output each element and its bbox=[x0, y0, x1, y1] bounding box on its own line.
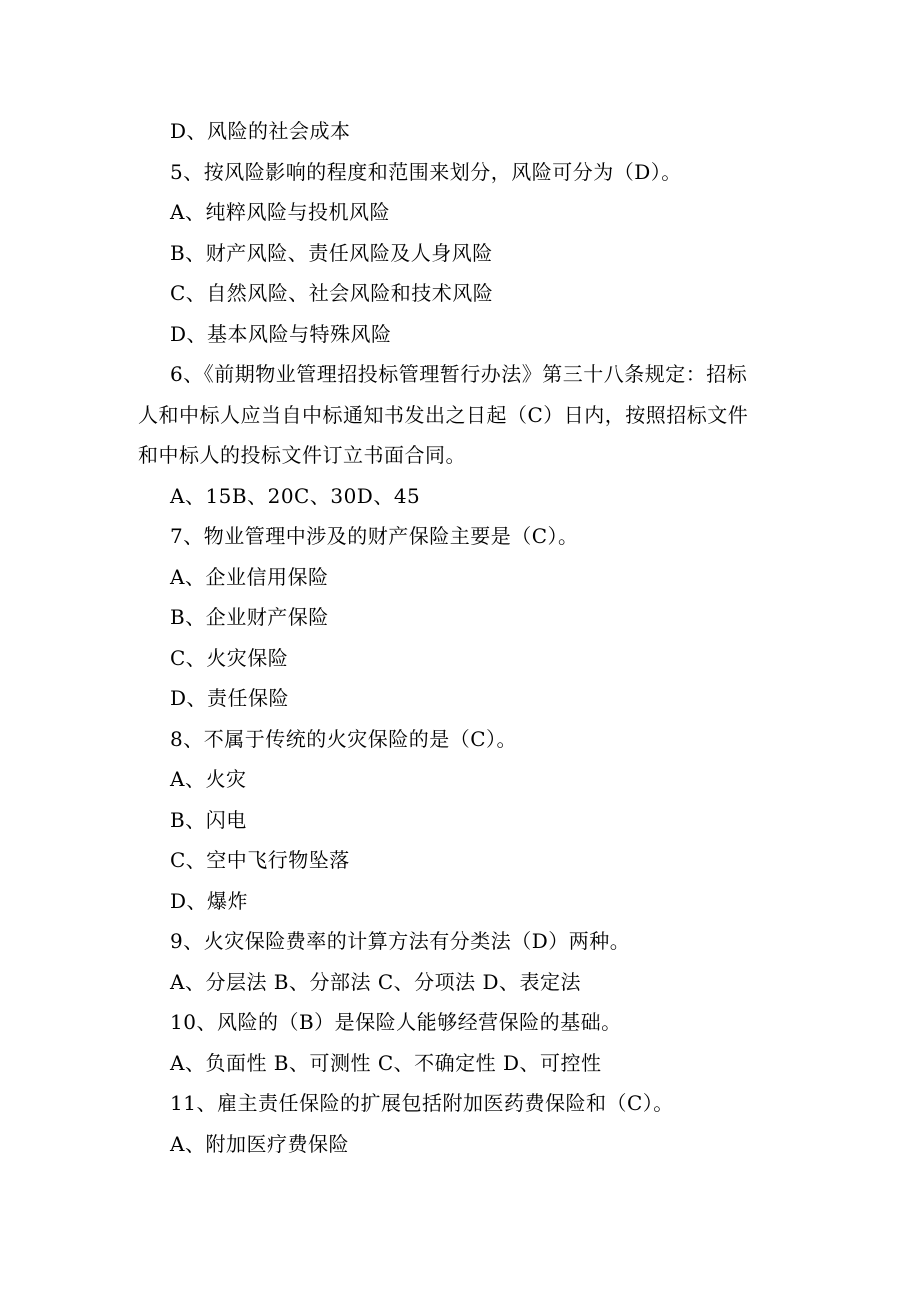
question-11: 11、雇主责任保险的扩展包括附加医药费保险和（C）。 bbox=[170, 1091, 674, 1115]
option-d-q7: D、责任保险 bbox=[170, 686, 290, 710]
question-6-line-2: 人和中标人应当自中标通知书发出之日起（C）日内，按照招标文件 bbox=[138, 403, 749, 427]
option-c-q5: C、自然风险、社会风险和技术风险 bbox=[170, 281, 494, 305]
option-a-q7: A、企业信用保险 bbox=[170, 565, 329, 589]
option-a-q11: A、附加医疗费保险 bbox=[170, 1132, 349, 1156]
options-q6: A、15B、20C、30D、45 bbox=[170, 484, 421, 508]
question-8: 8、不属于传统的火灾保险的是（C）。 bbox=[170, 727, 518, 751]
question-10: 10、风险的（B）是保险人能够经营保险的基础。 bbox=[170, 1010, 622, 1034]
option-d-q4: D、风险的社会成本 bbox=[170, 119, 351, 143]
option-b-q5: B、财产风险、责任风险及人身风险 bbox=[170, 241, 493, 265]
option-b-q8: B、闪电 bbox=[170, 808, 247, 832]
option-d-q5: D、基本风险与特殊风险 bbox=[170, 322, 392, 346]
options-q9: A、分层法 B、分部法 C、分项法 D、表定法 bbox=[170, 970, 582, 994]
option-b-q7: B、企业财产保险 bbox=[170, 605, 329, 629]
option-a-q5: A、纯粹风险与投机风险 bbox=[170, 200, 390, 224]
question-7: 7、物业管理中涉及的财产保险主要是（C）。 bbox=[170, 524, 579, 548]
options-q10: A、负面性 B、可测性 C、不确定性 D、可控性 bbox=[170, 1051, 602, 1075]
option-a-q8: A、火灾 bbox=[170, 767, 247, 791]
question-9: 9、火灾保险费率的计算方法有分类法（D）两种。 bbox=[170, 929, 631, 953]
option-d-q8: D、爆炸 bbox=[170, 889, 249, 913]
question-5: 5、按风险影响的程度和范围来划分，风险可分为（D）。 bbox=[170, 160, 682, 184]
option-c-q7: C、火灾保险 bbox=[170, 646, 289, 670]
question-6-line-3: 和中标人的投标文件订立书面合同。 bbox=[138, 443, 466, 467]
option-c-q8: C、空中飞行物坠落 bbox=[170, 848, 350, 872]
question-6-line-1: 6、《前期物业管理招投标管理暂行办法》第三十八条规定：招标 bbox=[170, 362, 748, 386]
